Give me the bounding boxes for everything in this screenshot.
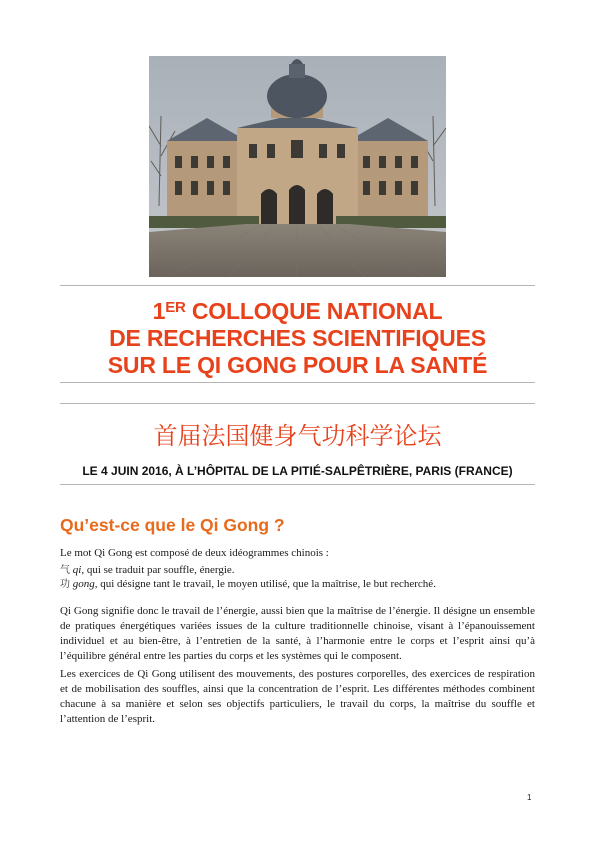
divider-middle-2: [60, 403, 535, 404]
paragraph-1: Qi Gong signifie donc le travail de l’énergie, aussi bien que la maîtrise de l’énergie. Il désigne un ensemble de pratiques énergétiques variées issues de la culture traditionnelle chinoise, visant à l’épanouissement individuel et au bien-être, à l’entretien de la santé, à l’harmonie entre le corps et l’esprit ainsi qu’à l’équilibre général entre les parties du corps et les systèmes qui le composent.: [60, 605, 535, 662]
gong-glyph: 功: [60, 579, 70, 590]
qi-definition: , qui se traduit par souffle, énergie.: [81, 564, 235, 576]
gong-term: gong: [72, 578, 95, 590]
gong-definition: , qui désigne tant le travail, le moyen utilisé, que la maîtrise, le but recherché.: [94, 578, 436, 590]
title-superscript: ER: [165, 299, 186, 316]
title-line-1: [60, 294, 535, 325]
qi-term: qi: [72, 564, 82, 576]
title-line-1-text: COLLOQUE NATIONAL: [191, 298, 443, 324]
document-title: [60, 294, 535, 379]
section-heading: Qu’est-ce que le Qi Gong ?: [60, 515, 285, 535]
divider-top: [60, 285, 535, 286]
definition-gong: [60, 577, 535, 592]
paragraph-2: Les exercices de Qi Gong utilisent des mouvements, des postures corporelles, des exercices de respiration et de mobilisation des souffles, ainsi que la concentration de l’esprit. Les différentes méthodes combinent chacune à sa manière et selon ses objectifs particuliers, le travail du corps, la maîtrise du souffle et l’attention de l’esprit.: [60, 668, 535, 725]
divider-middle-1: [60, 382, 535, 383]
definition-qi: [60, 563, 535, 578]
divider-bottom: [60, 484, 535, 485]
title-number: 1: [152, 298, 166, 324]
chinese-title: 首届法国健身气功科学论坛: [153, 422, 442, 450]
event-date-location: LE 4 JUIN 2016, À L’HÔPITAL DE LA PITIÉ-SALPÊTRIÈRE, PARIS (FRANCE): [82, 464, 513, 478]
intro-text: Le mot Qi Gong est composé de deux idéogrammes chinois :: [60, 547, 329, 559]
title-line-3: SUR LE QI GONG POUR LA SANTÉ: [107, 352, 488, 378]
title-line-2: DE RECHERCHES SCIENTIFIQUES: [109, 325, 486, 351]
qi-glyph: 气: [60, 565, 70, 576]
page-number: 1: [527, 793, 532, 802]
hospital-photo: [149, 56, 446, 277]
